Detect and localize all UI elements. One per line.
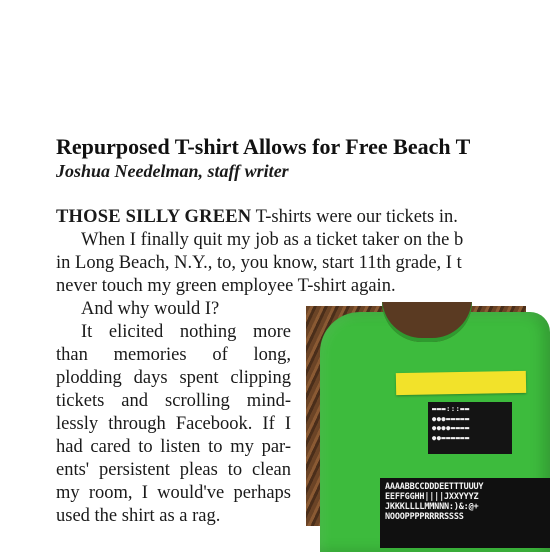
letter-line: NOOOPPPPRRRRSSSS: [385, 512, 464, 522]
body-line: And why would I?: [81, 299, 220, 319]
patch-line: ●●●▬▬▬▬▬: [432, 414, 470, 423]
article-byline: Joshua Needelman, staff writer: [56, 161, 289, 181]
patch-line: ●●▬▬▬▬▬▬: [432, 433, 470, 442]
body-line: tickets and scrolling mind-: [56, 391, 291, 411]
body-line: my room, I would've perhaps: [56, 483, 291, 503]
green-tshirt: [320, 312, 550, 552]
yellow-tape-strip: [396, 371, 526, 395]
symbol-patch: [428, 402, 512, 454]
lead-caps: THOSE SILLY GREEN: [56, 207, 252, 227]
letter-stencil-sheet: [380, 478, 550, 548]
shirt-collar: [382, 302, 472, 342]
lead-paragraph: [56, 206, 458, 228]
patch-line: ▬▬▬:::▬▬: [432, 405, 470, 413]
body-line: When I finally quit my job as a ticket taker on the b: [81, 230, 464, 250]
body-line: lessly through Facebook. If I: [56, 414, 291, 434]
patch-line: ●●●●▬▬▬▬: [432, 424, 470, 432]
letter-line: AAAABBCCDDDEETTTUUUY: [385, 482, 484, 492]
tshirt-photo: [306, 306, 526, 526]
body-line: It elicited nothing more: [81, 322, 291, 342]
article-headline: Repurposed T-shirt Allows for Free Beach T: [56, 134, 471, 159]
body-line: than memories of long,: [56, 345, 291, 365]
body-line: plodding days spent clipping: [56, 368, 291, 388]
body-line: never touch my green employee T-shirt again.: [56, 276, 396, 296]
body-line: ents' persistent pleas to clean: [56, 460, 291, 480]
letter-line: JKKKLLLLMMNNN:)&:@+: [385, 502, 479, 512]
body-line: in Long Beach, N.Y., to, you know, start 11th grade, I t: [56, 253, 462, 273]
body-line: used the shirt as a rag.: [56, 506, 221, 526]
body-line: had cared to listen to my par-: [56, 437, 291, 457]
lead-rest: T-shirts were our tickets in.: [251, 207, 458, 227]
letter-line: EEFFGGHH||||JXXYYYZ: [385, 492, 479, 502]
